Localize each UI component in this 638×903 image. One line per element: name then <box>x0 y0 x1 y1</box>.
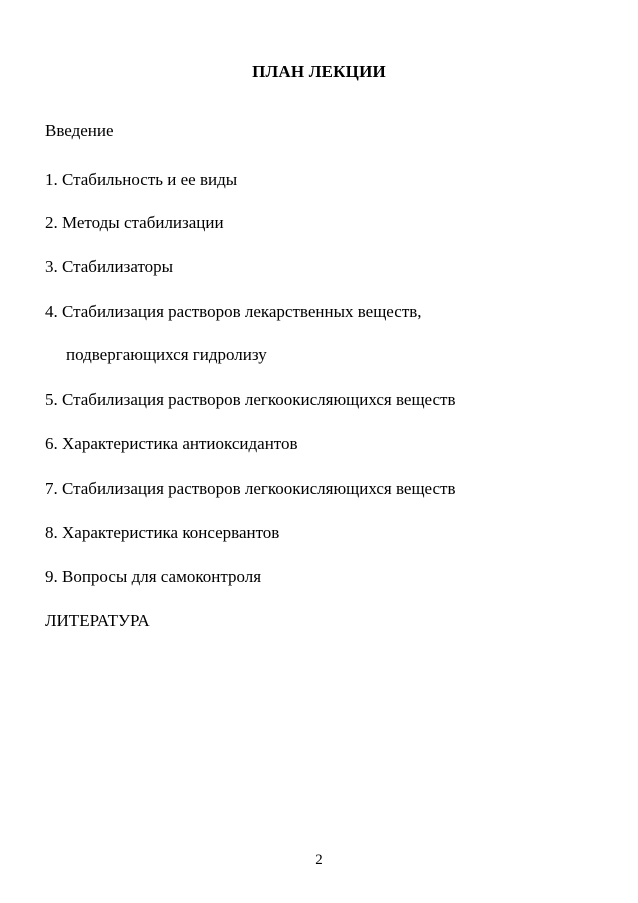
plan-item-5: 5. Стабилизация растворов легкоокисляющихся веществ <box>45 390 456 409</box>
plan-item-1: 1. Стабильность и ее виды <box>45 170 238 189</box>
plan-item-6: 6. Характеристика антиоксидантов <box>45 434 298 453</box>
intro-line: Введение <box>45 121 114 140</box>
plan-item-4: 4. Стабилизация растворов лекарственных веществ, <box>45 302 422 321</box>
plan-item-2: 2. Методы стабилизации <box>45 213 224 232</box>
plan-item-4-continuation: подвергающихся гидролизу <box>66 345 267 364</box>
plan-item-9: 9. Вопросы для самоконтроля <box>45 567 262 586</box>
plan-item-8: 8. Характеристика консервантов <box>45 523 280 542</box>
page-title: ПЛАН ЛЕКЦИИ <box>252 62 386 81</box>
plan-item-3: 3. Стабилизаторы <box>45 257 174 276</box>
plan-item-7: 7. Стабилизация растворов легкоокисляющихся веществ <box>45 479 456 498</box>
page-number: 2 <box>315 852 323 868</box>
literature-heading: ЛИТЕРАТУРА <box>45 611 150 630</box>
